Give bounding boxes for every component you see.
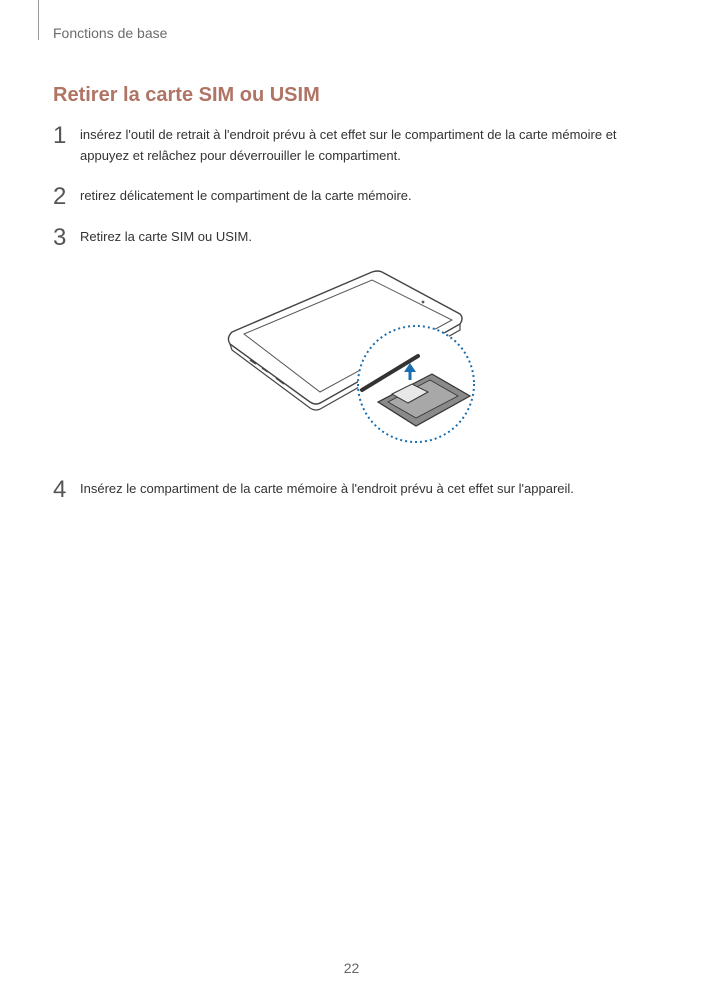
step-number: 1: [53, 122, 67, 149]
tablet-sim-tray-icon: [222, 262, 482, 452]
step-text: retirez délicatement le compartiment de la carte mémoire.: [80, 188, 412, 203]
page-title: Retirer la carte SIM ou USIM: [53, 84, 320, 106]
step-1: [53, 124, 643, 166]
step-4: [53, 478, 643, 502]
section-label: Fonctions de base: [53, 25, 168, 41]
header-rule: [38, 0, 39, 40]
step-number: 2: [53, 183, 67, 210]
step-text: Retirez la carte SIM ou USIM.: [80, 229, 252, 244]
page-number: 22: [343, 960, 360, 976]
step-3: [53, 226, 643, 250]
step-number: 4: [53, 476, 67, 503]
step-number: 3: [53, 224, 67, 251]
step-text: Insérez le compartiment de la carte mémoire à l'endroit prévu à cet effet sur l'appareil.: [80, 481, 574, 496]
step-text: insérez l'outil de retrait à l'endroit prévu à cet effet sur le compartiment de la carte mémoire et appuyez et relâchez pour déverrouiller le compartiment.: [80, 127, 617, 163]
step-2: [53, 185, 643, 209]
